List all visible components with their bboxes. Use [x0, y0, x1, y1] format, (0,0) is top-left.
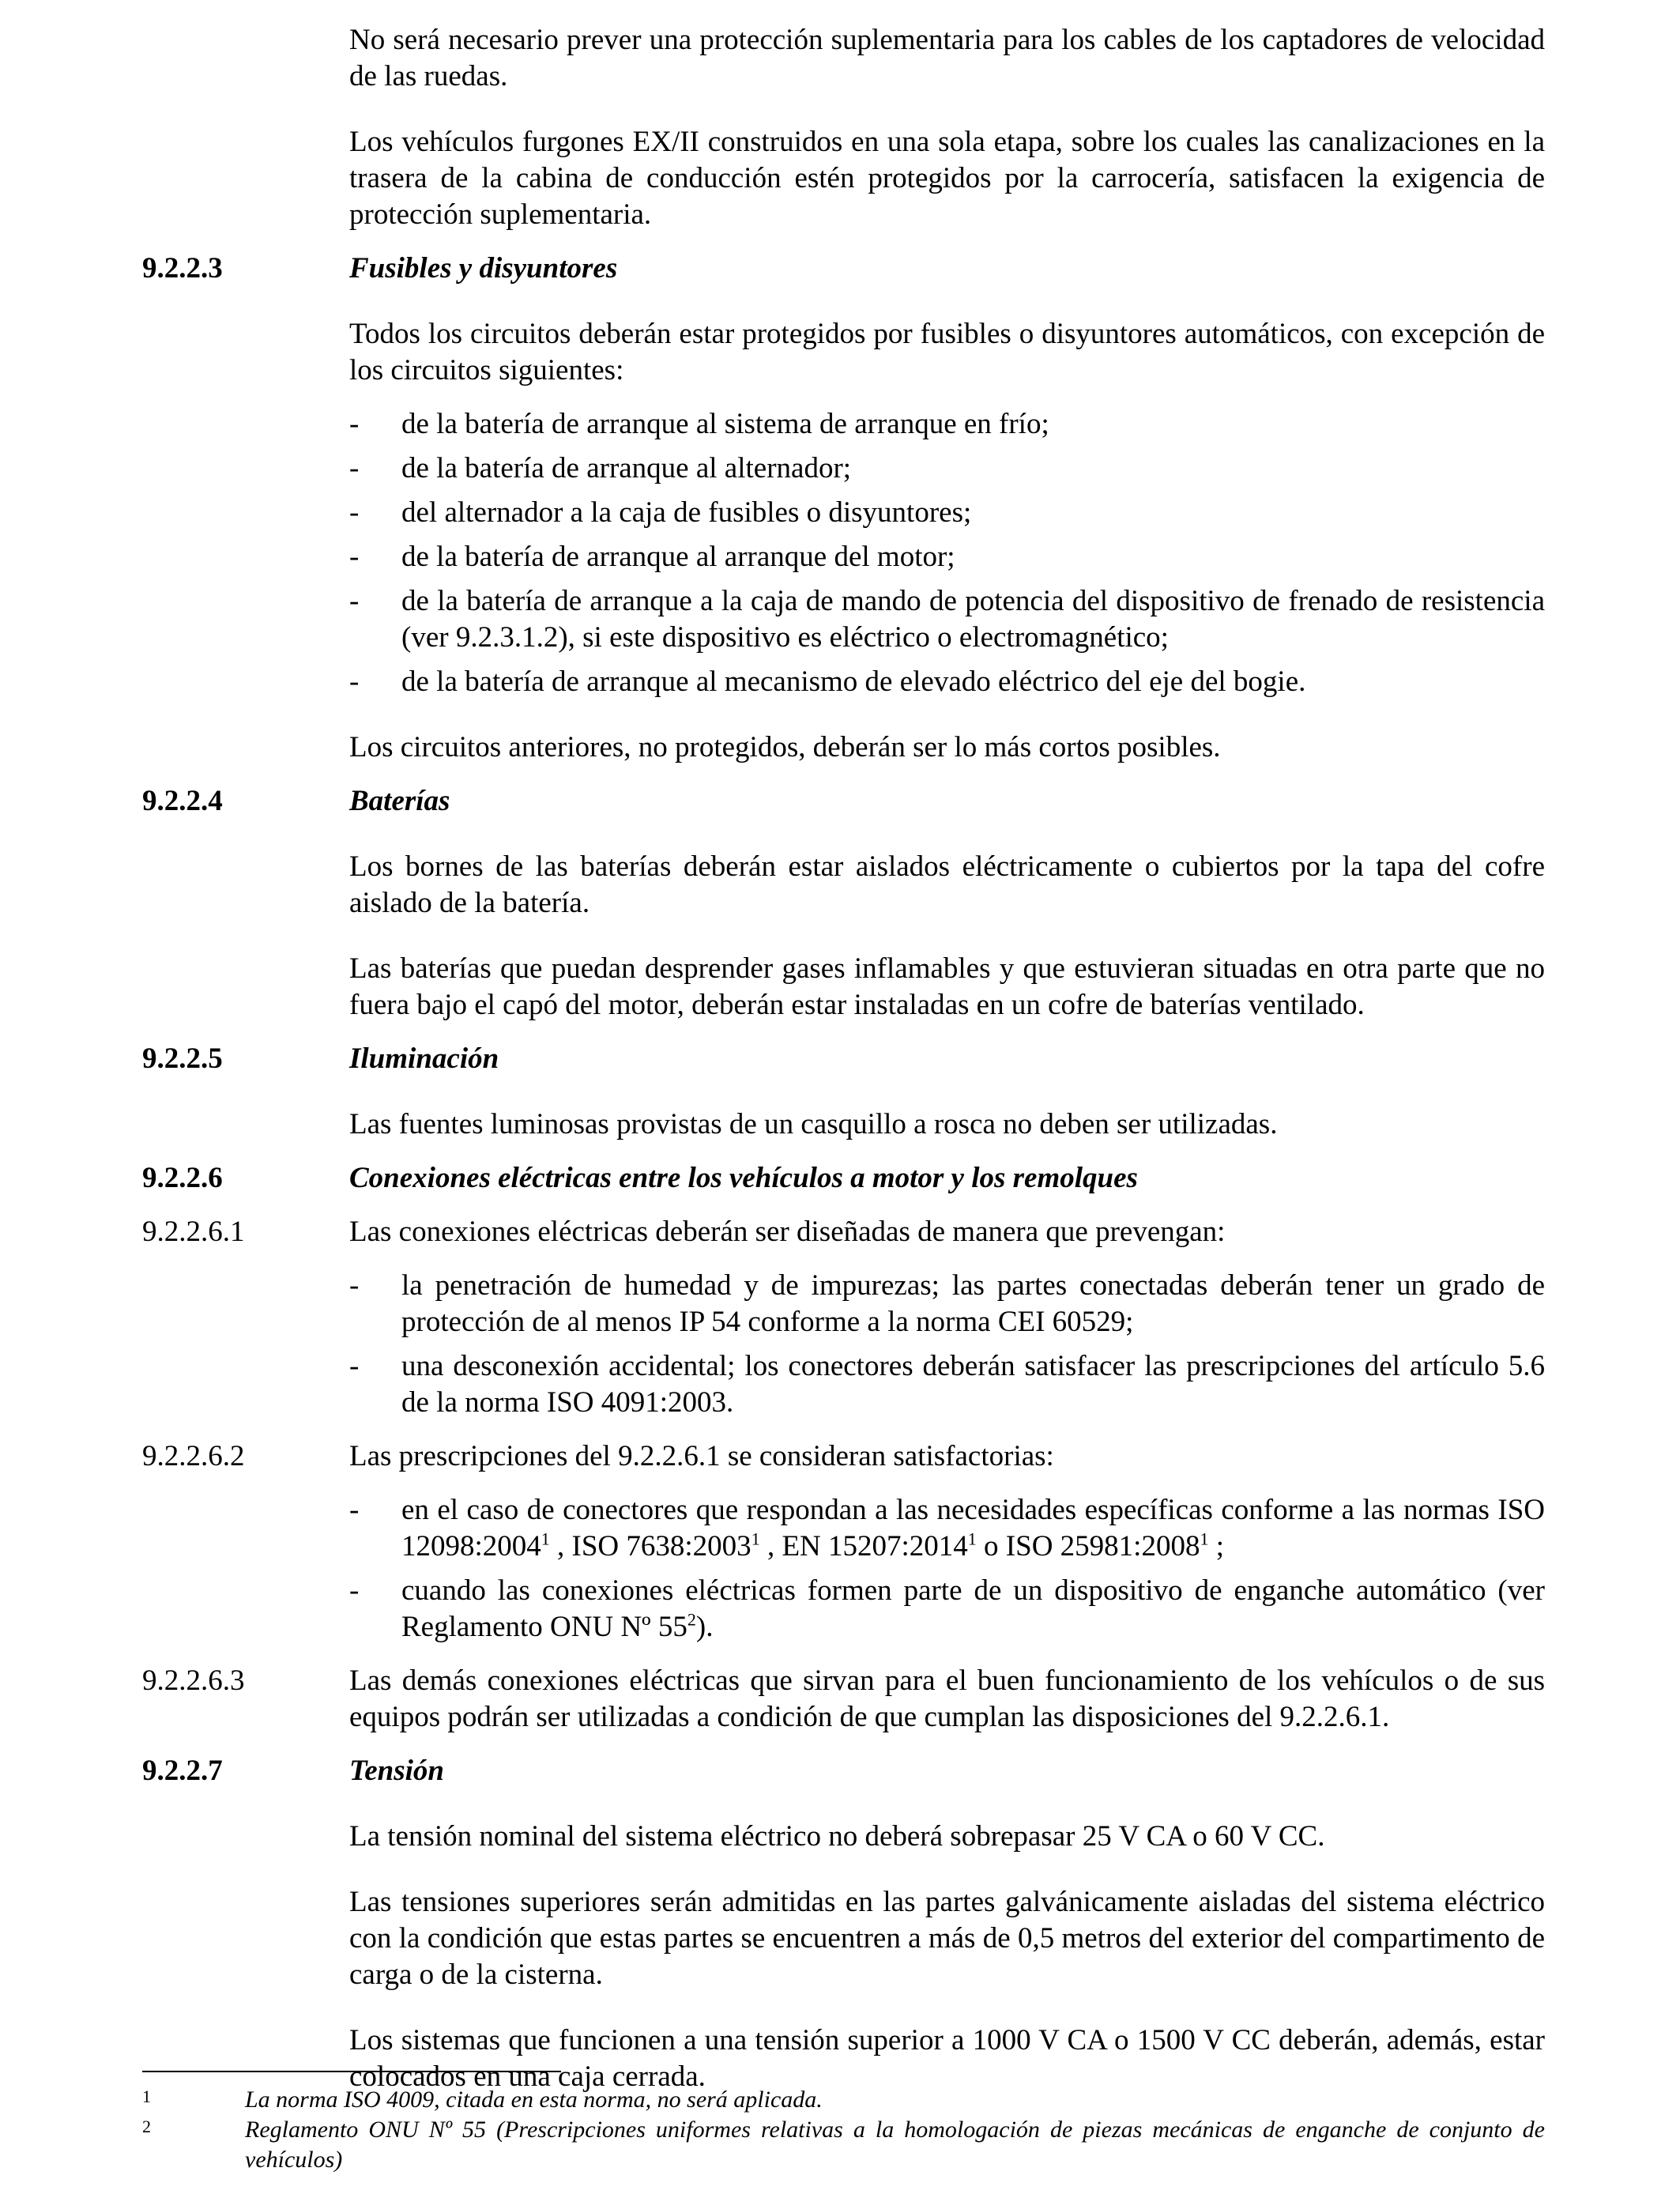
list-item-text: de la batería de arranque al mecanismo de elevado eléctrico del eje del bogie. — [401, 665, 1306, 698]
footnote-number: 1 — [142, 2087, 151, 2106]
list-item — [349, 539, 1545, 575]
document-body — [142, 22, 1545, 2113]
list-item — [349, 1573, 1545, 1646]
list-item-text: la penetración de humedad y de impurezas; las partes conectadas deberán tener un grado de protección de al menos IP 54 conforme a la norma CEI 60529; — [401, 1269, 1545, 1338]
dash-marker: - — [349, 452, 360, 484]
list-item — [349, 1348, 1545, 1421]
footnote-number: 2 — [142, 2117, 151, 2136]
subsection-9-2-2-6-3 — [142, 1663, 1545, 1736]
text-run: cuando las conexiones eléctricas formen parte de un dispositivo de enganche automático (ver Reglamento ONU Nº 55 — [401, 1574, 1545, 1643]
bullet-list — [349, 1492, 1545, 1646]
dash-marker: - — [349, 496, 360, 529]
list-item-text: de la batería de arranque al sistema de arranque en frío; — [401, 408, 1049, 440]
text-run: ). — [695, 1611, 714, 1643]
paragraph: No será necesario prever una protección suplementaria para los cables de los captadores de velocidad de las ruedas. — [349, 24, 1545, 92]
section-heading-9-2-2-6 — [142, 1160, 1545, 1197]
footnote-ref: 1 — [751, 1529, 760, 1549]
section-title: Fusibles y disyuntores — [349, 252, 618, 285]
list-item — [349, 1268, 1545, 1340]
footnote — [142, 2085, 1545, 2115]
footnote-text: Reglamento ONU Nº 55 (Prescripciones uniformes relativas a la homologación de piezas mecánicas de enganche de conjunto de vehículos) — [245, 2117, 1545, 2173]
list-item-text — [401, 1573, 1545, 1646]
footnote-text: La norma ISO 4009, citada en esta norma, no será aplicada. — [245, 2087, 823, 2113]
paragraph: Los vehículos furgones EX/II construidos en una sola etapa, sobre los cuales las canalizaciones en la trasera de la cabina de conducción estén protegidos por la carrocería, satisfacen la exigencia de protección suplementaria. — [349, 126, 1545, 231]
subsection-9-2-2-6-2 — [142, 1438, 1545, 1475]
paragraph: Los sistemas que funcionen a una tensión superior a 1000 V CA o 1500 V CC deberán, además, estar colocados en una caja cerrada. — [349, 2024, 1545, 2093]
text-run: en el caso de conectores que respondan a las necesidades específicas conforme a las normas ISO 12098:2004 — [401, 1494, 1545, 1563]
list-item-text — [401, 1492, 1545, 1565]
section-heading-9-2-2-4 — [142, 783, 1545, 820]
section-number: 9.2.2.7 — [142, 1755, 223, 1787]
list-item — [349, 406, 1545, 443]
text-run: ; — [1208, 1530, 1224, 1563]
subsection-9-2-2-6-1 — [142, 1214, 1545, 1250]
list-item — [349, 450, 1545, 487]
dash-marker: - — [349, 1574, 360, 1607]
bullet-list — [349, 406, 1545, 700]
subsection-text: Las demás conexiones eléctricas que sirvan para el buen funcionamiento de los vehículos o de sus equipos podrán ser utilizadas a condición de que cumplan las disposiciones del 9.2.2.6.1. — [349, 1664, 1545, 1733]
list-item — [349, 583, 1545, 656]
section-title: Conexiones eléctricas entre los vehículos a motor y los remolques — [349, 1162, 1138, 1194]
subsection-text: Las conexiones eléctricas deberán ser diseñadas de manera que prevengan: — [349, 1216, 1226, 1248]
list-item — [349, 1492, 1545, 1565]
paragraph: Los bornes de las baterías deberán estar aislados eléctricamente o cubiertos por la tapa del cofre aislado de la batería. — [349, 850, 1545, 919]
dash-marker: - — [349, 408, 360, 440]
dash-marker: - — [349, 585, 360, 617]
list-item-text: de la batería de arranque al arranque del motor; — [401, 541, 955, 573]
bullet-list — [349, 1268, 1545, 1421]
subsection-number: 9.2.2.6.1 — [142, 1216, 245, 1248]
section-number: 9.2.2.4 — [142, 785, 223, 817]
list-item-text: de la batería de arranque a la caja de mando de potencia del dispositivo de frenado de resistencia (ver 9.2.3.1.2), si este dispositivo es eléctrico o electromagnético; — [401, 585, 1545, 654]
dash-marker: - — [349, 1350, 360, 1382]
paragraph: Las baterías que puedan desprender gases inflamables y que estuvieran situadas en otra parte que no fuera bajo el capó del motor, deberán estar instaladas en un cofre de baterías ventilado. — [349, 952, 1545, 1021]
section-number: 9.2.2.5 — [142, 1042, 223, 1075]
paragraph: Los circuitos anteriores, no protegidos, deberán ser lo más cortos posibles. — [349, 731, 1221, 763]
section-title: Baterías — [349, 785, 450, 817]
section-number: 9.2.2.6 — [142, 1162, 223, 1194]
subsection-number: 9.2.2.6.3 — [142, 1664, 245, 1697]
section-title: Tensión — [349, 1755, 444, 1787]
subsection-text: Las prescripciones del 9.2.2.6.1 se consideran satisfactorias: — [349, 1440, 1054, 1472]
footnote-ref: 1 — [1200, 1529, 1209, 1549]
dash-marker: - — [349, 665, 360, 698]
list-item — [349, 664, 1545, 700]
text-run: o ISO 25981:2008 — [976, 1530, 1200, 1563]
text-run: , ISO 7638:2003 — [549, 1530, 751, 1563]
dash-marker: - — [349, 541, 360, 573]
list-item-text: de la batería de arranque al alternador; — [401, 452, 852, 484]
footnote-ref: 2 — [687, 1609, 696, 1630]
dash-marker: - — [349, 1269, 360, 1302]
text-run: , EN 15207:2014 — [759, 1530, 968, 1563]
paragraph: Las fuentes luminosas provistas de un casquillo a rosca no deben ser utilizadas. — [349, 1108, 1278, 1140]
dash-marker: - — [349, 1494, 360, 1526]
footnote-ref: 1 — [541, 1529, 550, 1549]
section-heading-9-2-2-3 — [142, 251, 1545, 287]
footnotes — [142, 2085, 1545, 2175]
paragraph: La tensión nominal del sistema eléctrico no deberá sobrepasar 25 V CA o 60 V CC. — [349, 1820, 1325, 1853]
list-item — [349, 495, 1545, 531]
section-title: Iluminación — [349, 1042, 499, 1075]
section-heading-9-2-2-7 — [142, 1753, 1545, 1789]
footnote-ref: 1 — [967, 1529, 977, 1549]
paragraph: Todos los circuitos deberán estar protegidos por fusibles o disyuntores automáticos, con excepción de los circuitos siguientes: — [349, 318, 1545, 386]
section-number: 9.2.2.3 — [142, 252, 223, 285]
list-item-text: del alternador a la caja de fusibles o disyuntores; — [401, 496, 972, 529]
list-item-text: una desconexión accidental; los conectores deberán satisfacer las prescripciones del artículo 5.6 de la norma ISO 4091:2003. — [401, 1350, 1545, 1419]
footnote-separator — [142, 2071, 561, 2072]
section-heading-9-2-2-5 — [142, 1041, 1545, 1077]
footnote — [142, 2115, 1545, 2175]
subsection-number: 9.2.2.6.2 — [142, 1440, 245, 1472]
paragraph: Las tensiones superiores serán admitidas en las partes galvánicamente aisladas del sistema eléctrico con la condición que estas partes se encuentren a más de 0,5 metros del exterior del compartimento de carga o de la cisterna. — [349, 1886, 1545, 1991]
